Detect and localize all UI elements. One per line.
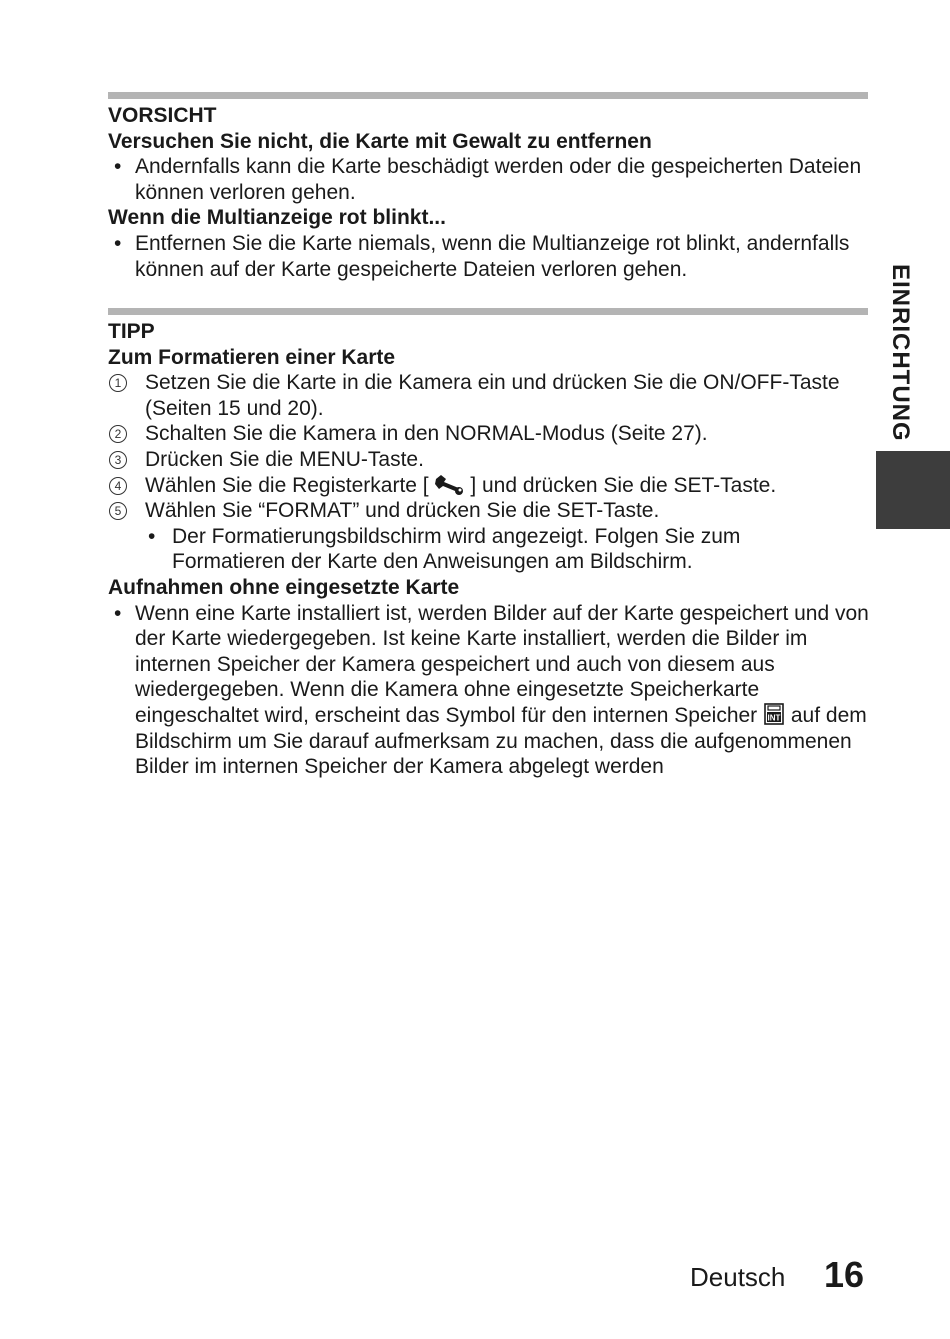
step-item [108,421,878,447]
step-item [108,370,845,421]
tipp-subtitle-format: Zum Formatieren einer Karte [108,345,396,369]
step-text: Wählen Sie “FORMAT” und drücken Sie die SET-Taste. [145,499,660,523]
tipp-subtitle-no-card: Aufnahmen ohne eingesetzte Karte [108,575,460,599]
chapter-side-label: EINRICHTUNG [887,264,914,442]
step-number: 5 [109,502,127,520]
page-number: 16 [824,1254,865,1295]
bullet-dot: • [148,524,156,548]
bullet-dot: • [114,231,122,255]
step-item [108,447,878,473]
step-text: Drücken Sie die MENU-Taste. [145,447,424,471]
bullet-dot: • [114,155,122,179]
step-number: 3 [109,451,127,469]
vorsicht-bullet-1: Andernfalls kann die Karte beschädigt werden oder die gespeicherten Dateien können verloren gehen. [135,155,862,204]
vorsicht-subtitle-blink: Wenn die Multianzeige rot blinkt... [108,206,446,230]
step-item [108,498,878,524]
bullet-dot: • [114,601,122,625]
svg-text:INT: INT [767,713,781,723]
step-text-a: Wählen Sie die Registerkarte [ [145,473,429,497]
step-number: 4 [109,477,127,495]
no-card-text-b: auf dem Bildschirm um Sie darauf aufmerksam zu machen, dass die aufgenommenen Bilder im internen Speicher der Kamera abgelegt werden [135,703,867,779]
tipp-title: TIPP [108,320,155,343]
step-number: 1 [109,374,127,392]
list-item [108,601,880,780]
step-text-b: ] und drücken Sie die SET-Taste. [470,473,777,497]
vorsicht-bullet-2: Entfernen Sie die Karte niemals, wenn die Multianzeige rot blinkt, andernfalls können auf der Karte gespeicherte Dateien verloren gehen. [135,231,850,281]
list-item [108,154,865,205]
sub-list-item [108,524,852,575]
vorsicht-subtitle-remove: Versuchen Sie nicht, die Karte mit Gewalt zu entfernen [108,129,652,153]
list-item [108,231,875,282]
footer-language: Deutsch [690,1262,786,1292]
vorsicht-section [108,103,878,282]
step-text: Setzen Sie die Karte in die Kamera ein und drücken Sie die ON/OFF-Taste (Seiten 15 und 20). [145,371,840,420]
no-card-text-a: Wenn eine Karte installiert ist, werden Bilder auf der Karte gespeichert und von der Karte wiedergegeben. Ist keine Karte installiert, werden die Bilder im internen Speicher der Kamera gespeichert und auch von diesem aus wiedergegeben. Wenn die Kamera ohne eingesetzte Speicherkarte eingeschaltet wird, erscheint das Symbol für den internen Speicher [135,601,869,727]
vorsicht-rule [108,92,868,99]
chapter-tab-marker [876,451,950,529]
wrench-icon [434,475,464,495]
tipp-rule [108,308,868,315]
format-screen-note: Der Formatierungsbildschirm wird angezeigt. Folgen Sie zum Formatieren der Karte den Anweisungen am Bildschirm. [172,524,741,574]
vorsicht-title: VORSICHT [108,104,217,127]
step-text: Schalten Sie die Kamera in den NORMAL-Modus (Seite 27). [145,422,708,446]
internal-memory-icon [763,703,785,725]
tipp-section [108,319,878,780]
step-item [108,473,878,499]
step-number: 2 [109,425,127,443]
